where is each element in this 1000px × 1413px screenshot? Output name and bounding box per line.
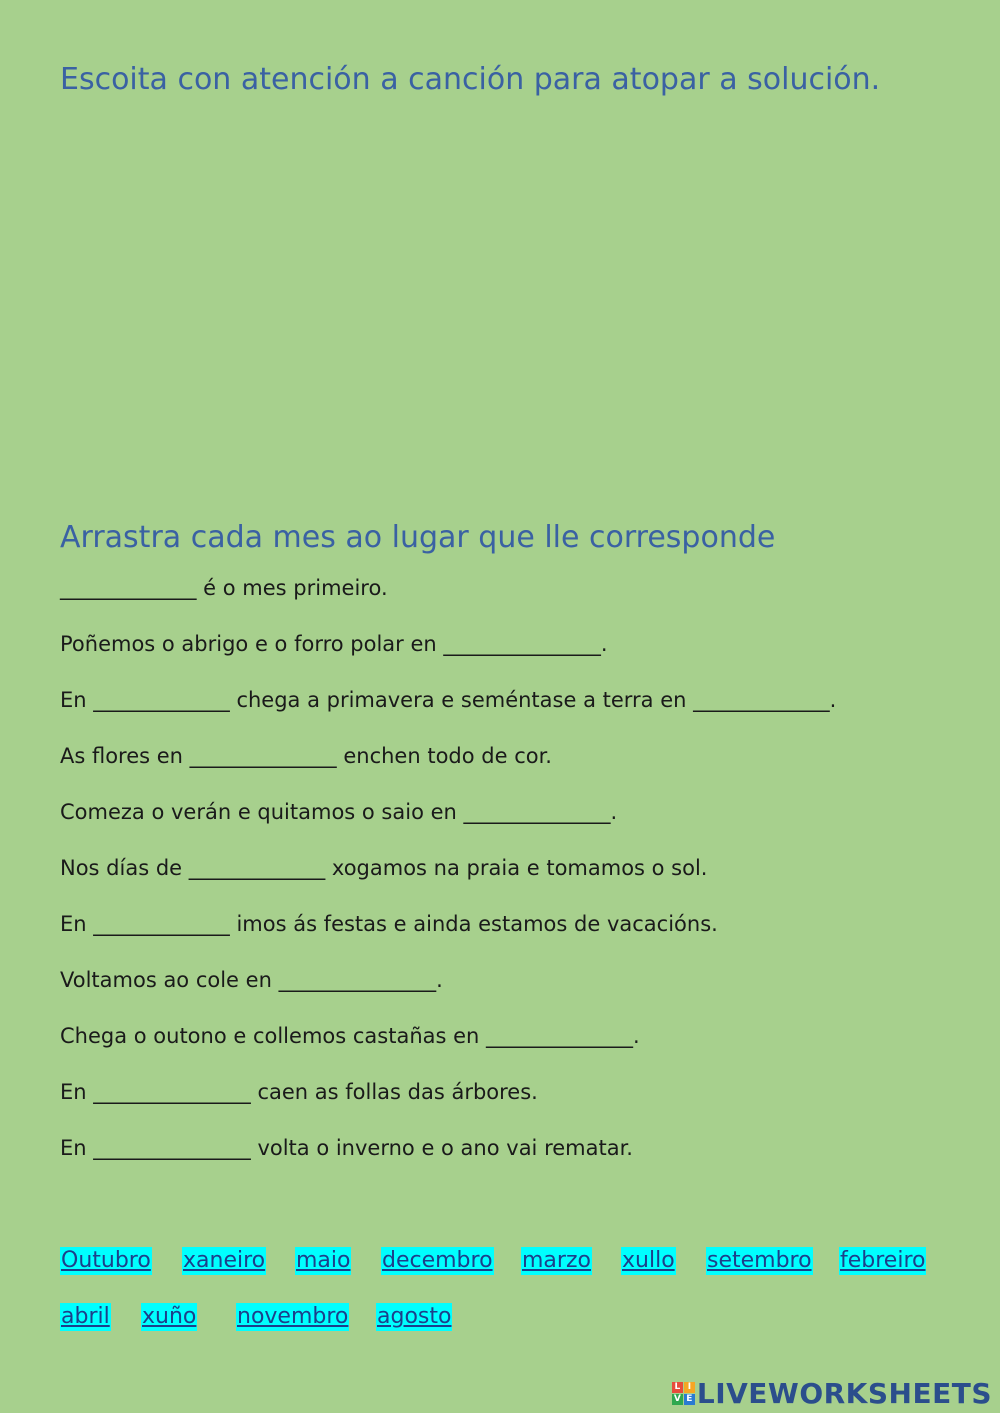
drop-blank[interactable]: _____________ [188,856,326,880]
sentence-10 [60,1080,538,1104]
sentence-9 [60,1024,640,1048]
sentence-text: . [633,1024,640,1048]
word-chip[interactable]: decembro [382,1248,493,1273]
word-chip[interactable]: abril [61,1304,110,1329]
sentence-text: Comeza o verán e quitamos o saio en [60,800,464,824]
logo-mark-cell: E [684,1394,695,1405]
sentence-text: En [60,1136,94,1160]
sentence-text: . [610,800,618,824]
logo-mark-cell: L [672,1382,683,1393]
sentence-2 [60,632,608,656]
word-chip[interactable]: setembro [707,1248,812,1273]
logo-mark-icon [672,1382,695,1405]
sentence-text: é o mes primeiro. [196,576,388,600]
word-chip[interactable]: novembro [237,1304,349,1329]
sentence-text: enchen todo de cor. [336,744,552,768]
sentence-5 [60,800,617,824]
drop-blank[interactable]: ______________ [189,744,337,768]
word-chip[interactable]: maio [296,1248,351,1273]
instruction-drag: Arrastra cada mes ao lugar que lle corresponde [60,520,776,555]
sentence-text: . [600,632,608,656]
drop-blank[interactable]: _______________ [93,1080,251,1104]
sentence-7 [60,912,718,936]
logo-mark-cell: I [684,1382,695,1393]
sentence-text: . [829,688,837,712]
sentence-text: Chega o outono e collemos castañas en [60,1024,487,1048]
drop-blank[interactable]: _____________ [693,688,830,712]
sentence-text: En [60,1080,94,1104]
instruction-listen: Escoita con atención a canción para atopar a solución. [60,62,881,97]
drop-blank[interactable]: _______________ [443,632,601,656]
sentence-text: xogamos na praia e tomamos o sol. [325,856,708,880]
sentence-text: As flores en [60,744,190,768]
word-chip[interactable]: xaneiro [183,1248,266,1273]
sentence-text: En [60,912,94,936]
sentence-3 [60,688,836,712]
sentence-6 [60,856,708,880]
sentence-text: En [60,688,94,712]
word-chip[interactable]: marzo [522,1248,591,1273]
sentence-1 [60,576,388,600]
sentence-text: Nos días de [60,856,189,880]
sentence-11 [60,1136,633,1160]
sentence-text: Poñemos o abrigo e o forro polar en [60,632,444,656]
drop-blank[interactable]: ______________ [463,800,611,824]
sentence-text: caen as follas das árbores. [250,1080,538,1104]
sentence-text: volta o inverno e o ano vai rematar. [250,1136,633,1160]
drop-blank[interactable]: _______________ [93,1136,251,1160]
word-chip[interactable]: febreiro [840,1248,926,1273]
sentence-text: . [436,968,443,992]
word-chip[interactable]: Outubro [61,1248,151,1273]
word-chip[interactable]: xuño [142,1304,197,1329]
liveworksheets-logo [672,1376,992,1410]
word-chip[interactable]: agosto [377,1304,452,1329]
sentence-4 [60,744,552,768]
drop-blank[interactable]: _____________ [93,912,230,936]
sentence-8 [60,968,443,992]
sentence-text: Voltamos ao cole en [60,968,279,992]
word-chip[interactable]: xullo [622,1248,675,1273]
sentence-text: imos ás festas e ainda estamos de vacacións. [229,912,718,936]
sentence-text: chega a primavera e seméntase a terra en [229,688,694,712]
drop-blank[interactable]: _______________ [278,968,437,992]
logo-text: LIVEWORKSHEETS [696,1376,992,1410]
drop-blank[interactable]: _____________ [60,576,197,600]
drop-blank[interactable]: ______________ [486,1024,634,1048]
drop-blank[interactable]: _____________ [93,688,230,712]
logo-mark-cell: V [672,1394,683,1405]
